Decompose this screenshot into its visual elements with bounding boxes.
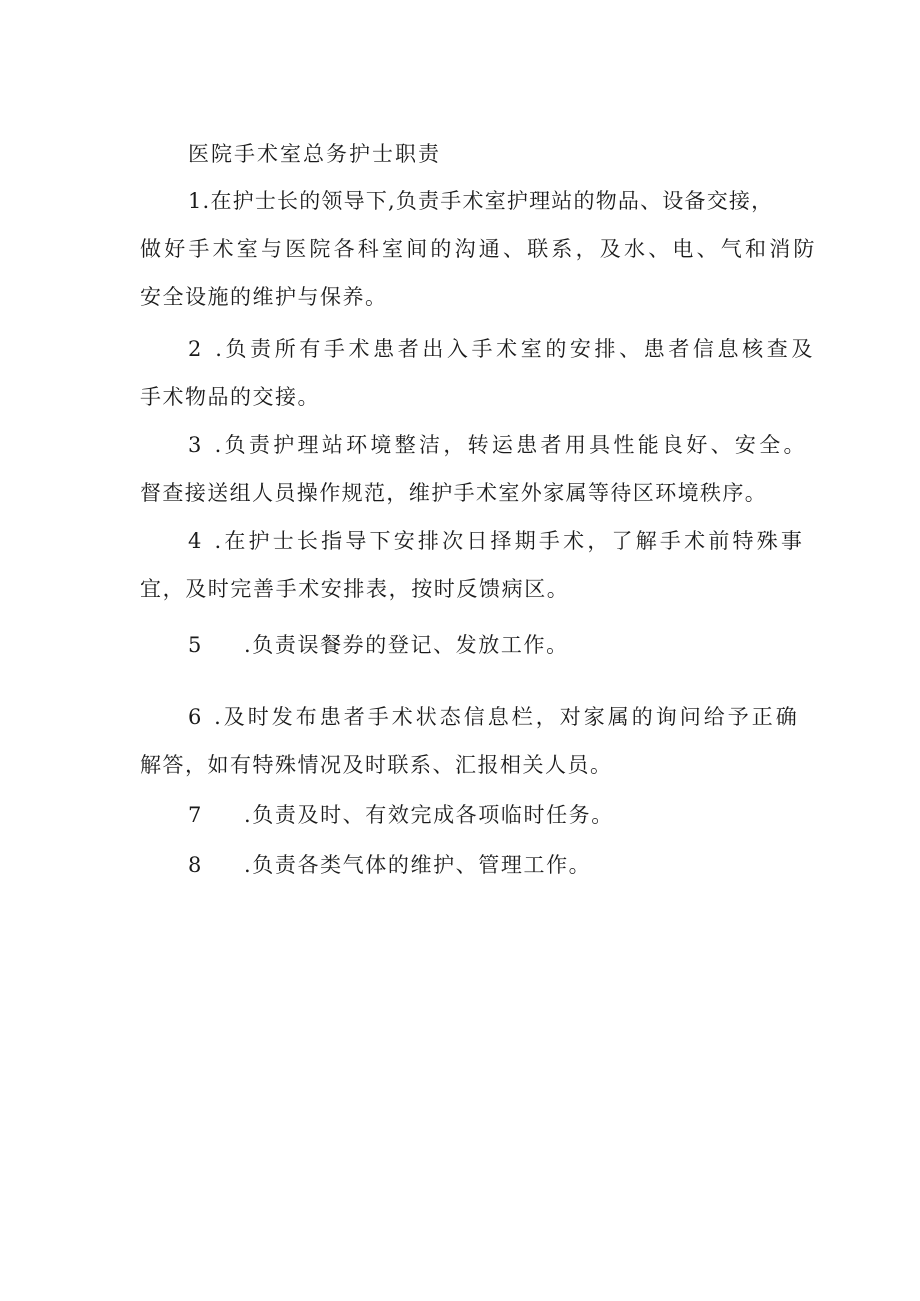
item-6-number: 6 (188, 705, 205, 729)
item-3-line-2: 督查接送组人员操作规范，维护手术室外家属等待区环境秩序。 (140, 481, 768, 505)
item-7-line-1: 7 .负责及时、有效完成各项临时任务。 (188, 800, 614, 830)
item-6-line-2: 解答，如有特殊情况及时联系、汇报相关人员。 (140, 753, 613, 777)
item-6-line-1: 6 .及时发布患者手术状态信息栏，对家属的询问给予正确 (188, 702, 800, 732)
item-3-number: 3 (188, 433, 205, 457)
item-5-line-1: 5 .负责误餐券的登记、发放工作。 (188, 630, 569, 660)
item-4-number: 4 (188, 529, 205, 553)
item-8-line-1: 8 .负责各类气体的维护、管理工作。 (188, 850, 591, 880)
item-2-line-1: 2 .负责所有手术患者出入手术室的安排、患者信息核查及 (188, 334, 816, 364)
item-1-line-2: 做好手术室与医院各科室间的沟通、联系，及水、电、气和消防 (140, 237, 818, 261)
document-title: 医院手术室总务护士职责 (188, 142, 441, 166)
item-2-number: 2 (188, 337, 205, 361)
item-1-line-1: 1.在护士长的领导下,负责手术室护理站的物品、设备交接， (188, 186, 773, 216)
item-2-line-2: 手术物品的交接。 (140, 385, 320, 409)
item-7-number: 7 (188, 803, 203, 827)
item-5-number: 5 (188, 633, 203, 657)
item-4-line-1: 4 .在护士长指导下安排次日择期手术，了解手术前特殊事 (188, 526, 805, 556)
item-1-line-3: 安全设施的维护与保养。 (140, 285, 388, 309)
item-3-line-1: 3 .负责护理站环境整洁，转运患者用具性能良好、安全。 (188, 430, 808, 460)
item-1-number: 1. (188, 189, 211, 213)
item-8-number: 8 (188, 853, 203, 877)
item-4-line-2: 宜，及时完善手术安排表，按时反馈病区。 (140, 577, 570, 601)
